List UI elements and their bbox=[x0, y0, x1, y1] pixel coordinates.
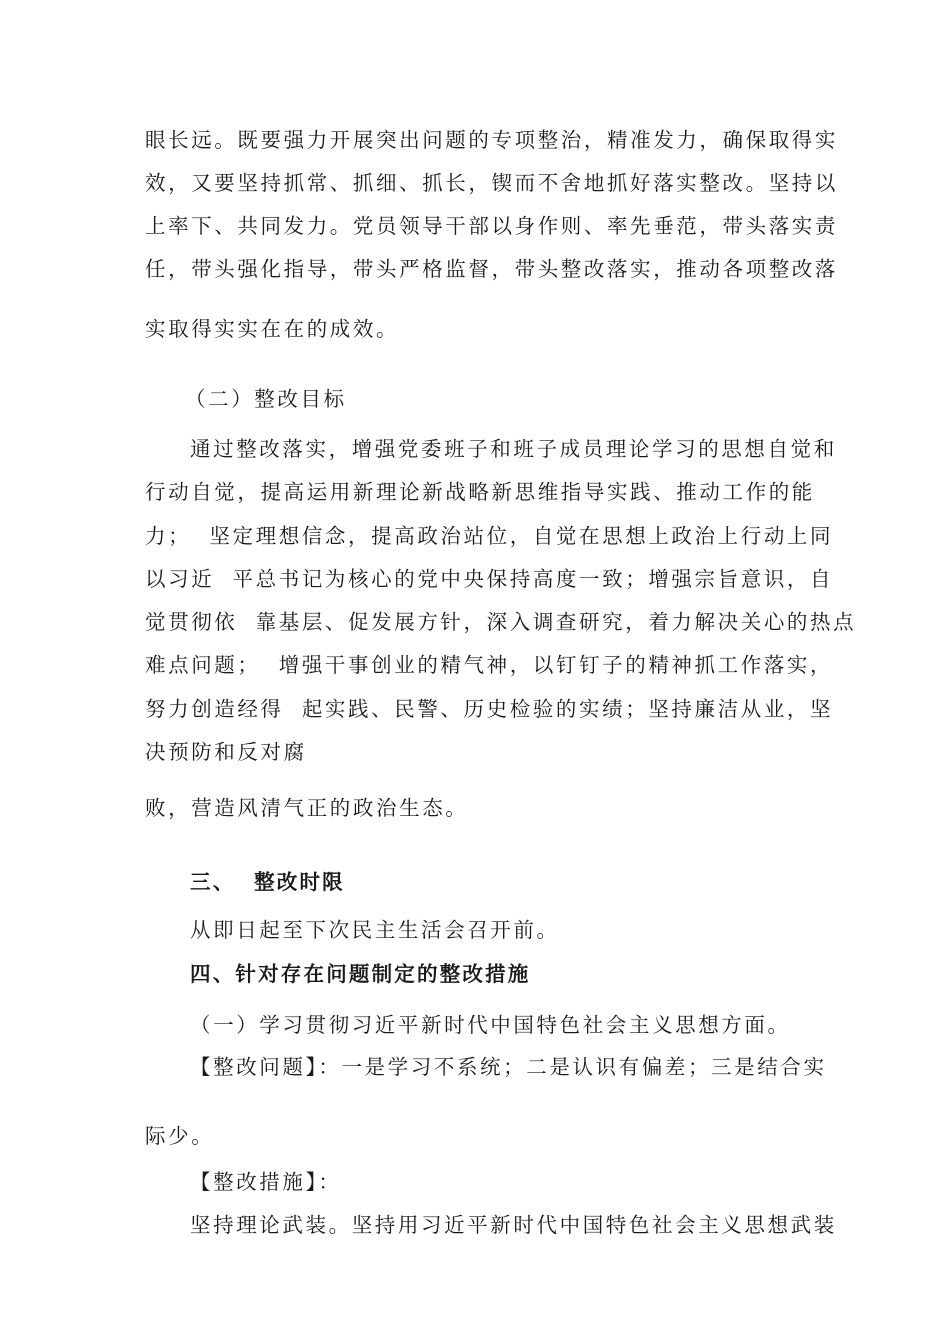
section-heading: 三、 整改时限 bbox=[190, 870, 345, 894]
paragraph-line: 努力创造经得 起实践、民警、历史检验的实绩；坚持廉洁从业，坚 bbox=[145, 697, 834, 721]
paragraph-line: 际少。 bbox=[145, 1124, 215, 1148]
paragraph-line: 力； 坚定理想信念，提高政治站位，自觉在思想上政治上行动上同 bbox=[145, 524, 834, 548]
paragraph-line: 通过整改落实，增强党委班子和班子成员理论学习的思想自觉和 bbox=[190, 437, 837, 461]
paragraph-line: 从即日起至下次民主生活会召开前。 bbox=[190, 918, 560, 942]
section-heading: 四、针对存在问题制定的整改措施 bbox=[190, 962, 531, 986]
measures-label: 【整改措施】： bbox=[190, 1170, 342, 1194]
paragraph-line: 决预防和反对腐 bbox=[145, 740, 307, 764]
paragraph-line: 以习近 平总书记为核心的党中央保持高度一致；增强宗旨意识，自 bbox=[145, 567, 834, 591]
subsection-heading: （一）学习贯彻习近平新时代中国特色社会主义思想方面。 bbox=[190, 1013, 791, 1037]
paragraph-line: 【整改问题】：一是学习不系统；二是认识有偏差；三是结合实 bbox=[190, 1055, 827, 1079]
paragraph-line: 任，带头强化指导，带头严格监督，带头整改落实，推动各项整改落 bbox=[145, 257, 838, 281]
paragraph-line: 觉贯彻依 靠基层、促发展方针，深入调查研究，着力解决关心的热点 bbox=[145, 610, 857, 634]
paragraph-line: 败，营造风清气正的政治生态。 bbox=[145, 796, 469, 820]
paragraph-line: 行动自觉，提高运用新理论新战略新思维指导实践、推动工作的能 bbox=[145, 480, 815, 504]
paragraph-line: 实取得实实在在的成效。 bbox=[145, 317, 400, 341]
paragraph-line: 效，又要坚持抓常、抓细、抓长，锲而不舍地抓好落实整改。坚持以 bbox=[145, 171, 838, 195]
paragraph-line: 坚持理论武装。坚持用习近平新时代中国特色社会主义思想武装 bbox=[190, 1213, 837, 1237]
paragraph-line: 眼长远。既要强力开展突出问题的专项整治，精准发力，确保取得实 bbox=[145, 128, 838, 152]
paragraph-line: 上率下、共同发力。党员领导干部以身作则、率先垂范，带头落实责 bbox=[145, 214, 838, 238]
paragraph-line: 难点问题； 增强干事创业的精气神，以钉钉子的精神抓工作落实， bbox=[145, 653, 834, 677]
subsection-heading: （二）整改目标 bbox=[185, 387, 347, 411]
